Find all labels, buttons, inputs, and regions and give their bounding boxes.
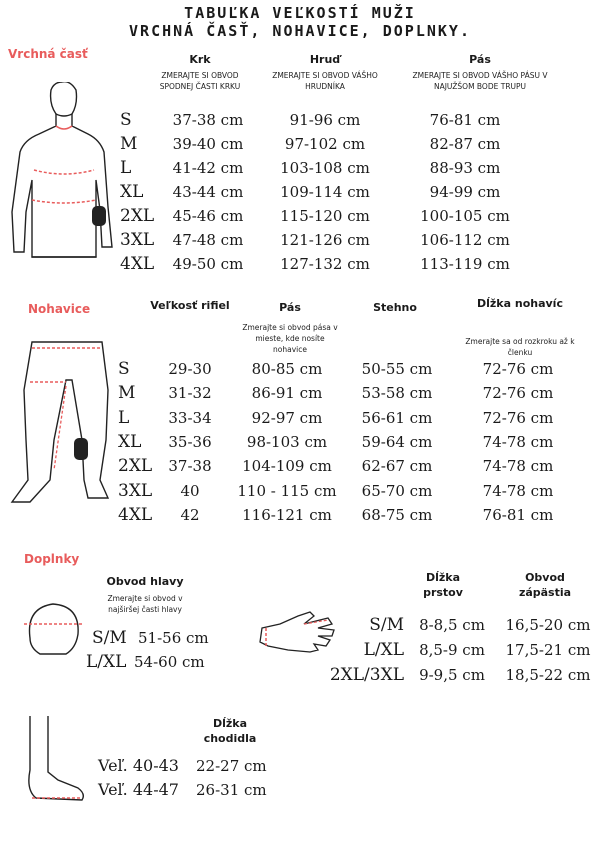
pants-size-cell: L (118, 407, 130, 428)
top-size-cell: 4XL (120, 254, 155, 274)
pants-dlzka-cell: 72-76 cm (482, 384, 554, 403)
title-line-1: TABUĽKA VEĽKOSTÍ MUŽI (184, 4, 416, 22)
header-wrist: Obvod zápästia (518, 571, 572, 599)
pants-dlzka-cell: 74-78 cm (482, 457, 554, 476)
top-krk-cell: 39-40 cm (172, 135, 244, 153)
pants-pas-cell: 86-91 cm (251, 384, 323, 403)
title-line-2: VRCHNÁ ČASŤ, NOHAVICE, DOPLNKY. (129, 22, 471, 40)
head-illustration (18, 598, 88, 658)
top-size-cell: XL (120, 182, 144, 202)
hand-size-cell: S/M (369, 615, 404, 635)
header-pas: Pás (469, 53, 491, 66)
pants-size-cell: M (118, 383, 136, 404)
section-pants-label: Nohavice (28, 302, 91, 316)
note-pas: ZMERAJTE SI OBVOD VÁŠHO PÁSU V NAJUŽŠOM BODE TRUPU (412, 71, 548, 91)
top-hrud-cell: 127-132 cm (280, 255, 370, 273)
header-head: Obvod hlavy (106, 575, 184, 588)
note-head: Zmerajte si obvod v najširšej časti hlavy (107, 594, 183, 614)
hand-finger-cell: 8-8,5 cm (419, 616, 485, 634)
top-krk-cell: 37-38 cm (172, 111, 244, 129)
top-pas-cell: 82-87 cm (429, 135, 501, 153)
pants-size-cell: 4XL (118, 504, 153, 525)
top-pas-cell: 88-93 cm (429, 159, 501, 177)
pants-pas-cell: 104-109 cm (242, 457, 332, 476)
pants-dlzka-cell: 74-78 cm (482, 432, 554, 451)
hand-wrist-cell: 17,5-21 cm (505, 641, 591, 659)
note-hrud: ZMERAJTE SI OBVOD VÁŠHO HRUDNÍKA (272, 71, 378, 91)
pants-pas-cell: 98-103 cm (246, 432, 328, 451)
top-size-cell: 3XL (120, 230, 155, 250)
header-hrud: Hruď (309, 53, 341, 66)
pants-size-cell: XL (118, 431, 142, 452)
hand-size-cell: 2XL/3XL (329, 665, 404, 685)
hand-size-cell: L/XL (363, 640, 404, 660)
pants-size-cell: S (118, 359, 130, 379)
pants-stehno-cell: 50-55 cm (361, 360, 433, 378)
header-pants-pas: Pás (279, 301, 301, 314)
foot-size-2: Veľ. 44-47 (98, 780, 179, 799)
top-krk-cell: 41-42 cm (172, 159, 244, 177)
foot-value-1: 22-27 cm (196, 757, 267, 775)
top-pas-cell: 106-112 cm (420, 231, 510, 249)
pants-pas-cell: 92-97 cm (251, 408, 323, 427)
top-size-cell: M (120, 134, 138, 154)
pants-pas-cell: 80-85 cm (251, 360, 323, 378)
pants-stehno-cell: 53-58 cm (361, 384, 433, 403)
header-krk: Krk (189, 53, 211, 66)
top-hrud-cell: 121-126 cm (280, 231, 370, 249)
head-size-sm: S/M (92, 628, 127, 648)
pants-pas-cell: 116-121 cm (242, 505, 332, 524)
pants-rifle-cell: 35-36 (168, 432, 212, 451)
note-pants-pas: Zmerajte si obvod pása v mieste, kde nosíte nohavice (242, 323, 338, 354)
pants-dlzka-cell: 72-76 cm (482, 408, 554, 427)
top-krk-cell: 47-48 cm (172, 231, 244, 249)
top-size-cell: S (120, 110, 132, 130)
top-size-cell: L (120, 158, 132, 178)
top-hrud-cell: 115-120 cm (280, 207, 370, 225)
header-rifle: Veľkosť rifiel (150, 299, 230, 312)
hand-wrist-cell: 16,5-20 cm (505, 616, 591, 634)
pants-rifle-cell: 33-34 (168, 408, 212, 427)
pants-dlzka-cell: 76-81 cm (482, 505, 554, 524)
legs-illustration (10, 330, 120, 505)
pants-dlzka-cell: 72-76 cm (482, 360, 554, 378)
foot-size-1: Veľ. 40-43 (98, 756, 179, 775)
pants-pas-cell: 110 - 115 cm (237, 481, 337, 500)
pants-stehno-cell: 62-67 cm (361, 457, 433, 476)
top-hrud-cell: 91-96 cm (289, 111, 361, 129)
note-krk: ZMERAJTE SI OBVOD SPODNEJ ČASTI KRKU (159, 71, 241, 91)
head-size-lxl: L/XL (86, 652, 127, 672)
torso-illustration (4, 82, 114, 282)
pants-rifle-cell: 29-30 (168, 360, 212, 378)
top-hrud-cell: 109-114 cm (280, 183, 370, 201)
page-title (0, 4, 600, 40)
header-dlzka: Dĺžka nohavíc (477, 297, 563, 310)
head-value-sm: 51-56 cm (138, 629, 209, 647)
top-krk-cell: 43-44 cm (172, 183, 244, 201)
pants-rifle-cell: 42 (180, 505, 200, 524)
pants-size-cell: 2XL (118, 456, 153, 477)
top-krk-cell: 49-50 cm (172, 255, 244, 273)
pants-stehno-cell: 59-64 cm (361, 432, 433, 451)
pants-rifle-cell: 31-32 (168, 384, 212, 403)
pants-stehno-cell: 56-61 cm (361, 408, 433, 427)
top-pas-cell: 100-105 cm (420, 207, 510, 225)
top-size-cell: 2XL (120, 206, 155, 226)
pants-stehno-cell: 68-75 cm (361, 505, 433, 524)
pants-dlzka-cell: 74-78 cm (482, 481, 554, 500)
section-accessories-label: Doplnky (24, 552, 80, 566)
section-top-label: Vrchná časť (8, 47, 88, 61)
top-pas-cell: 113-119 cm (420, 255, 510, 273)
foot-value-2: 26-31 cm (196, 781, 267, 799)
pants-stehno-cell: 65-70 cm (361, 481, 433, 500)
pants-size-cell: 3XL (118, 480, 153, 501)
note-dlzka: Zmerajte sa od rozkroku až k členku (465, 337, 575, 357)
head-value-lxl: 54-60 cm (134, 653, 205, 671)
hand-finger-cell: 8,5-9 cm (419, 641, 485, 659)
pants-rifle-cell: 40 (180, 481, 200, 500)
header-stehno: Stehno (373, 301, 417, 314)
top-hrud-cell: 103-108 cm (280, 159, 370, 177)
top-pas-cell: 94-99 cm (429, 183, 501, 201)
hand-wrist-cell: 18,5-22 cm (505, 666, 591, 684)
pants-rifle-cell: 37-38 (168, 457, 212, 476)
top-krk-cell: 45-46 cm (172, 207, 244, 225)
top-pas-cell: 76-81 cm (429, 111, 501, 129)
foot-illustration (18, 712, 88, 807)
header-foot: Dĺžka chodidla (203, 717, 257, 745)
top-hrud-cell: 97-102 cm (284, 135, 366, 153)
header-finger: Dĺžka prstov (423, 571, 463, 599)
hand-finger-cell: 9-9,5 cm (419, 666, 485, 684)
